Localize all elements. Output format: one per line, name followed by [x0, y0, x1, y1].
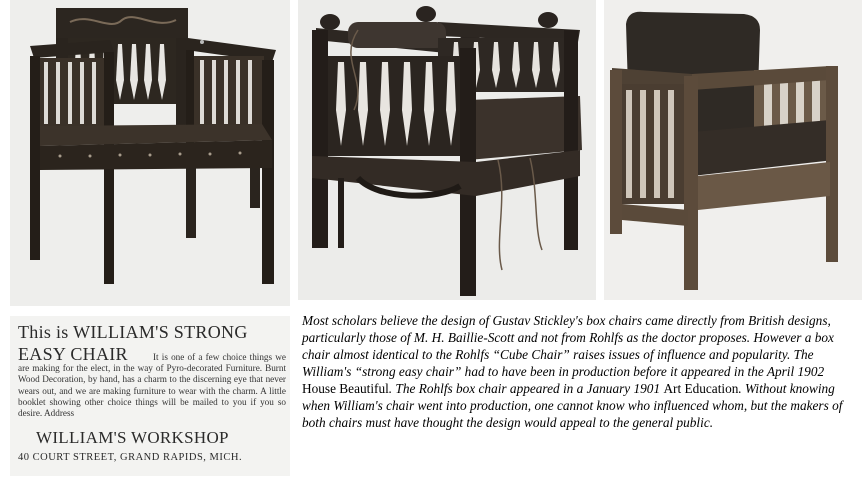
rohlfs-cube-chair-photo	[298, 0, 596, 300]
caption-text	[302, 312, 854, 431]
ad-workshop: WILLIAM'S WORKSHOP	[36, 428, 229, 447]
caption-part3: . Without knowing when William's chair went into production, one cannot know who influenced whom, but the makers of both chairs must have thought the design would appeal to the general public.	[302, 381, 843, 430]
ad-body: It is one of a few choice things we are making for the elect, in the way of Pyro-decorated Furniture. Burnt Wood Decoration, by hand, has a charm to the discerning eye that never wears out, and we are making furniture to wear with the charm. A little booklet showing other choice things will be mailed to you if you so desire. Address	[18, 352, 286, 419]
stickley-box-chair-photo	[604, 0, 862, 300]
ad-title-line2: EASY CHAIR	[18, 344, 128, 364]
ad-title-line1: This is WILLIAM'S STRONG	[18, 322, 248, 342]
caption-part2: . The Rohlfs box chair appeared in a January 1901	[388, 381, 664, 396]
williams-advertisement	[10, 316, 290, 476]
caption-publication-house-beautiful: House Beautiful	[302, 381, 389, 396]
caption-part1: Most scholars believe the design of Gustav Stickley's box chairs came directly from British designs, particularly those of M. H. Baillie-Scott and not from Rohlfs as the doctor proposes. However a box chair almost identical to the Rohlfs “Cube Chair” raises issues of influence and popularity. The William's “strong easy chair” had to have been in production before it appeared in the April 1902	[302, 313, 834, 379]
caption-publication-art-education: Art Education	[663, 381, 739, 396]
williams-chair-photo	[10, 0, 290, 306]
ad-address: 40 COURT STREET, GRAND RAPIDS, MICH.	[18, 452, 243, 463]
